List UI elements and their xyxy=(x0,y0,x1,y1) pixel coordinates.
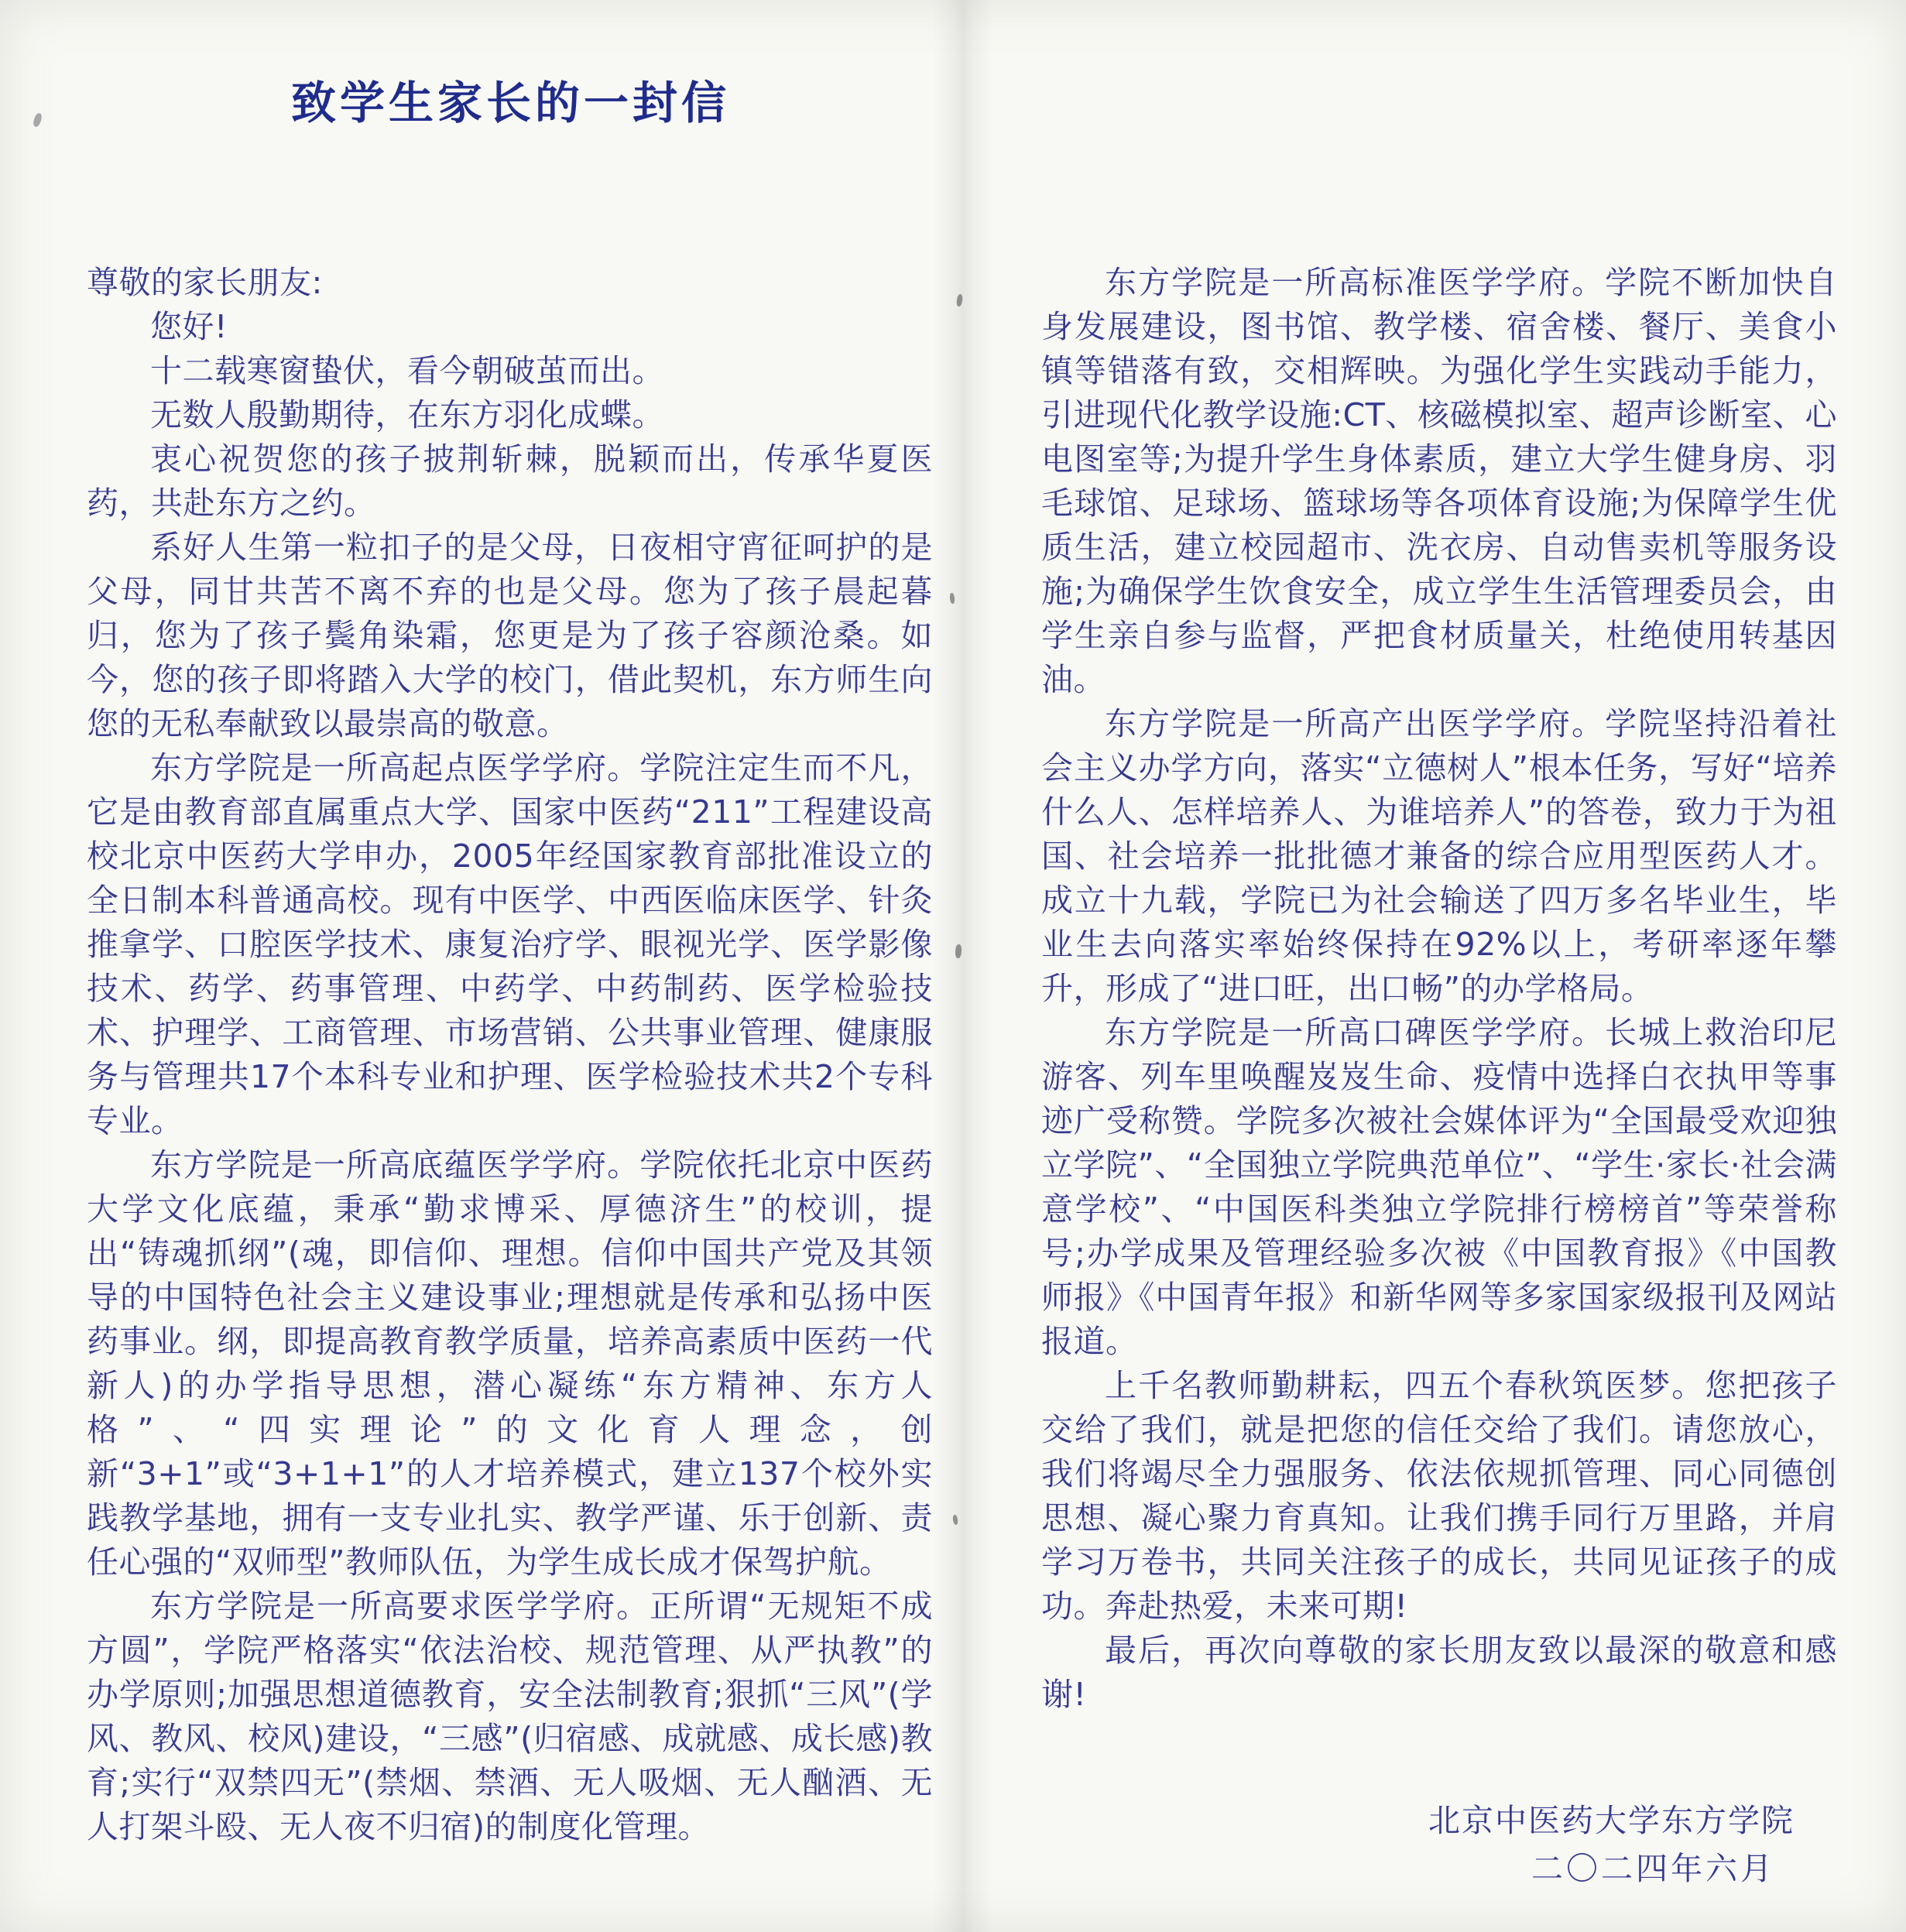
signature-block xyxy=(1041,1797,1837,1893)
paragraph: 无数人殷勤期待，在东方羽化成蝶。 xyxy=(150,396,664,433)
paragraph: 东方学院是一所高起点医学学府。学院注定生而不凡，它是由教育部直属重点大学、国家中医药“211”工程建设高校北京中医药大学申办，2005年经国家教育部批准设立的全日制本科普通高校。现有中医学、中西医临床医学、针灸推拿学、口腔医学技术、康复治疗学、眼视光学、医学影像技术、药学、药事管理、中药学、中药制药、医学检验技术、护理学、工商管理、市场营销、公共事业管理、健康服务与管理共17个本科专业和护理、医学检验技术共2个专科专业。 xyxy=(87,749,933,1139)
paragraph: 衷心祝贺您的孩子披荆斩棘，脱颖而出，传承华夏医药，共赴东方之约。 xyxy=(87,440,933,522)
salutation: 尊敬的家长朋友: xyxy=(87,264,323,301)
paragraph: 东方学院是一所高底蕴医学学府。学院依托北京中医药大学文化底蕴，秉承“勤求博采、厚德济生”的校训，提出“铸魂抓纲”(魂，即信仰、理想。信仰中国共产党及其领导的中国特色社会主义建设事业;理想就是传承和弘扬中医药事业。纲，即提高教育教学质量，培养高素质中医药一代新人)的办学指导思想，潜心凝练“东方精神、东方人格”、“四实理论”的文化育人理念，创新“3+1”或“3+1+1”的人才培养模式，建立137个校外实践教学基地，拥有一支专业扎实、教学严谨、乐于创新、责任心强的“双师型”教师队伍，为学生成长成才保驾护航。 xyxy=(87,1146,933,1581)
letter-title: 致学生家长的一封信 xyxy=(290,77,730,129)
paragraph: 东方学院是一所高标准医学学府。学院不断加快自身发展建设，图书馆、教学楼、宿舍楼、餐厅、美食小镇等错落有致，交相辉映。为强化学生实践动手能力，引进现代化教学设施:CT、核磁模拟室、超声诊断室、心电图室等;为提升学生身体素质，建立大学生健身房、羽毛球馆、足球场、篮球场等各项体育设施;为保障学生优质生活，建立校园超市、洗衣房、自动售卖机等服务设施;为确保学生饮食安全，成立学生生活管理委员会，由学生亲自参与监督，严把食材质量关，杜绝使用转基因油。 xyxy=(1041,264,1837,698)
left-page-body xyxy=(87,261,933,1849)
signature-org: 北京中医药大学东方学院 xyxy=(1428,1802,1795,1839)
paragraph: 最后，再次向尊敬的家长朋友致以最深的敬意和感谢! xyxy=(1041,1632,1837,1713)
paragraph: 系好人生第一粒扣子的是父母，日夜相守宵征呵护的是父母，同甘共苦不离不弃的也是父母。您为了孩子晨起暮归，您为了孩子鬓角染霜，您更是为了孩子容颜沧桑。如今，您的孩子即将踏入大学的校门，借此契机，东方师生向您的无私奉献致以最崇高的敬意。 xyxy=(87,529,933,742)
paragraph: 东方学院是一所高要求医学学府。正所谓“无规矩不成方圆”，学院严格落实“依法治校、规范管理、从严执教”的办学原则;加强思想道德教育，安全法制教育;狠抓“三风”(学风、教风、校风)建设，“三感”(归宿感、成就感、成长感)教育;实行“双禁四无”(禁烟、禁酒、无人吸烟、无人酗酒、无人打架斗殴、无人夜不归宿)的制度化管理。 xyxy=(87,1588,933,1845)
paragraph: 十二载寒窗蛰伏，看今朝破茧而出。 xyxy=(150,352,664,389)
paragraph: 上千名教师勤耕耘，四五个春秋筑医梦。您把孩子交给了我们，就是把您的信任交给了我们。请您放心，我们将竭尽全力强服务、依法依规抓管理、同心同德创思想、凝心聚力育真知。让我们携手同行万里路，并肩学习万卷书，共同关注孩子的成长，共同见证孩子的成功。奔赴热爱，未来可期! xyxy=(1041,1367,1837,1625)
paragraph: 东方学院是一所高口碑医学学府。长城上救治印尼游客、列车里唤醒岌岌生命、疫情中选择白衣执甲等事迹广受称赞。学院多次被社会媒体评为“全国最受欢迎独立学院”、“全国独立学院典范单位”、“学生·家长·社会满意学校”、“中国医科类独立学院排行榜榜首”等荣誉称号;办学成果及管理经验多次被《中国教育报》《中国教师报》《中国青年报》和新华网等多家国家级报刊及网站报道。 xyxy=(1041,1014,1837,1360)
signature-date: 二〇二四年六月 xyxy=(1531,1850,1775,1887)
right-page-body xyxy=(1041,261,1837,1893)
paragraph: 您好! xyxy=(150,308,228,345)
paragraph: 东方学院是一所高产出医学学府。学院坚持沿着社会主义办学方向，落实“立德树人”根本任务，写好“培养什么人、怎样培养人、为谁培养人”的答卷，致力于为祖国、社会培养一批批德才兼备的综合应用型医药人才。成立十九载，学院已为社会输送了四万多名毕业生，毕业生去向落实率始终保持在92%以上，考研率逐年攀升，形成了“进口旺，出口畅”的办学格局。 xyxy=(1041,705,1837,1007)
